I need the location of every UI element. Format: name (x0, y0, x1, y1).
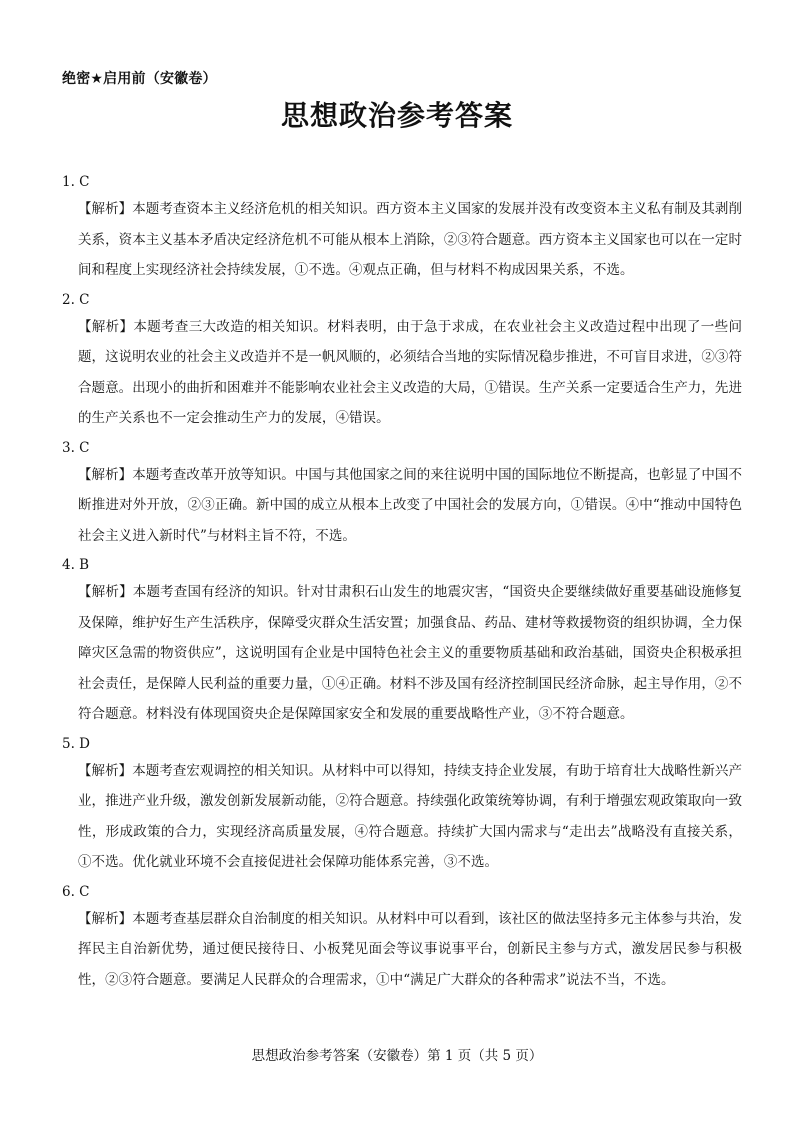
question-item (62, 436, 742, 552)
question-number: 5. D (62, 735, 90, 752)
explanation-text: 本题考查宏观调控的相关知识。从材料中可以得知，持续支持企业发展，有助于培育壮大战略性新兴产业，推进产业升级，激发创新发展新动能，②符合题意。持续强化政策统筹协调，有利于增强宏观政策取向一致性，形成政策的合力，实现经济高质量发展，④符合题意。持续扩大国内需求与“走出去”战略没有直接关系，①不选。优化就业环境不会直接促进社会保障功能体系完善，③不选。 (78, 762, 743, 870)
question-number: 6. C (62, 883, 90, 900)
explanation-tag: 【解析】 (78, 318, 134, 335)
question-item (62, 880, 742, 996)
page-footer: 思想政治参考答案（安徽卷）第 1 页（共 5 页） (251, 1048, 543, 1064)
explanation-tag: 【解析】 (78, 201, 133, 217)
question-item (62, 553, 742, 730)
question-item (62, 732, 742, 878)
question-explanation (62, 312, 742, 434)
explanation-tag: 【解析】 (78, 466, 133, 483)
question-explanation (62, 194, 742, 286)
explanation-text: 本题考查基层群众自治制度的相关知识。从材料中可以看到，该社区的做法坚持多元主体参与共治，发挥民主自治新优势，通过便民接待日、小板凳见面会等议事说事平台，创新民主参与方式，激发居民参与积极性，②③符合题意。要满足人民群众的合理需求，①中“满足广大群众的各种需求”说法不当，不选。 (78, 910, 743, 988)
explanation-text: 本题考查国有经济的知识。针对甘肃积石山发生的地震灾害，“国资央企要继续做好重要基础设施修复及保障，维护好生产生活秩序，保障受灾群众生活安置；加强食品、药品、建材等救援物资的组织协调，全力保障灾区急需的物资供应”，这说明国有企业是中国特色社会主义的重要物质基础和政治基础，国资央企积极承担社会责任，是保障人民利益的重要力量，①④正确。材料不涉及国有经济控制国民经济命脉，起主导作用，②不符合题意。材料没有体现国资央企是保障国家安全和发展的重要战略性产业，③不符合题意。 (78, 584, 743, 722)
question-number: 1. C (62, 174, 90, 190)
question-number: 2. C (62, 291, 90, 308)
explanation-text: 本题考查资本主义经济危机的相关知识。西方资本主义国家的发展并没有改变资本主义私有制及其剥削关系，资本主义基本矛盾决定经济危机不可能从根本上消除，②③符合题意。西方资本主义国家也可以在一定时间和程度上实现经济社会持续发展，①不选。④观点正确，但与材料不构成因果关系，不选。 (78, 201, 743, 278)
explanation-tag: 【解析】 (78, 910, 133, 927)
question-item (62, 288, 742, 434)
question-item (62, 170, 742, 286)
question-explanation (62, 756, 742, 878)
explanation-text: 本题考查改革开放等知识。中国与其他国家之间的来往说明中国的国际地位不断提高，也彰显了中国不断推进对外开放，②③正确。新中国的成立从根本上改变了中国社会的发展方向，①错误。④中“推动中国特色社会主义进入新时代”与材料主旨不符，不选。 (78, 466, 743, 544)
question-explanation (62, 460, 742, 552)
explanation-text: 本题考查三大改造的相关知识。材料表明，由于急于求成，在农业社会主义改造过程中出现了一些问题，这说明农业的社会主义改造并不是一帆风顺的，必须结合当地的实际情况稳步推进，不可盲目求进，②③符合题意。出现小的曲折和困难并不能影响农业社会主义改造的大局，①错误。生产关系一定要适合生产力，先进的生产关系也不一定会推动生产力的发展，④错误。 (78, 318, 742, 426)
question-explanation (62, 904, 742, 996)
page-title: 思想政治参考答案 (280, 99, 513, 132)
answer-list (62, 170, 742, 997)
question-explanation (62, 577, 742, 730)
confidential-header: 绝密★启用前（安徽卷） (62, 71, 217, 87)
explanation-tag: 【解析】 (78, 762, 133, 779)
explanation-tag: 【解析】 (78, 584, 133, 600)
question-number: 4. B (62, 557, 90, 573)
question-number: 3. C (62, 439, 90, 456)
